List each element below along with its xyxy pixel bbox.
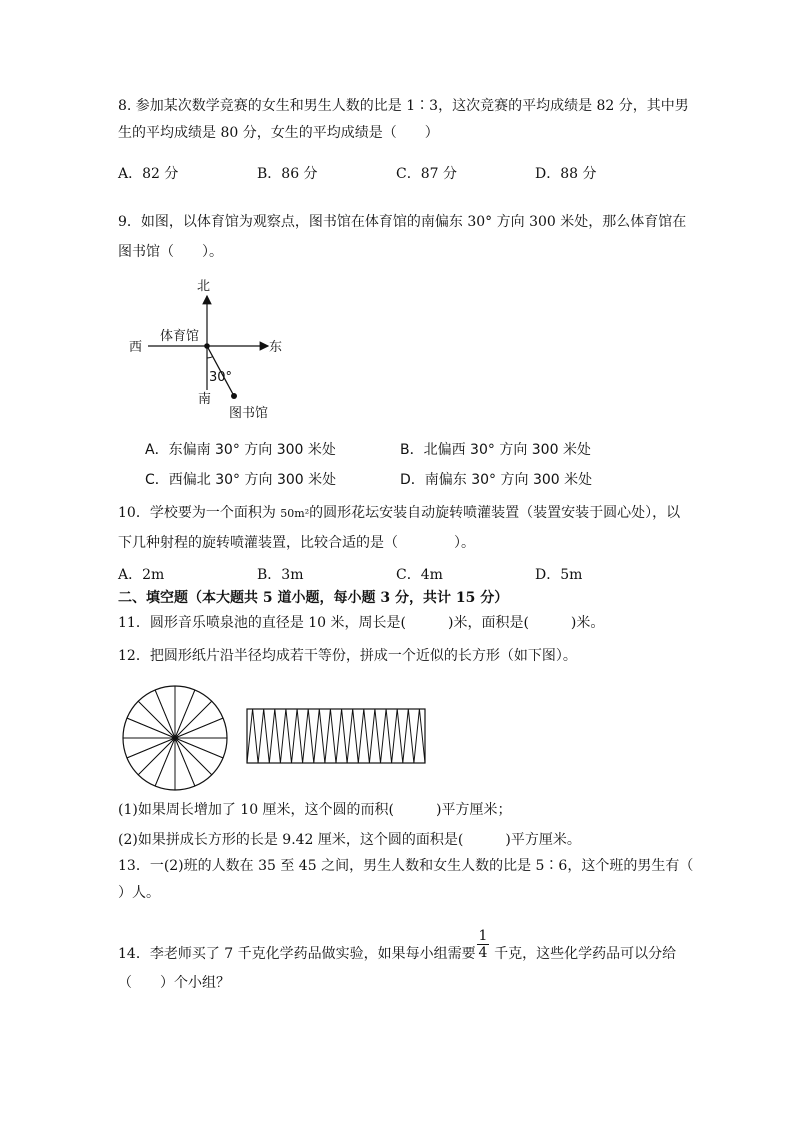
q14-line1-end: 千克，这些化学药品可以分给 xyxy=(494,946,677,962)
q10-line1-end: 的圆形花坛安装自动旋转喷灌装置（装置安装于圆心处），以 xyxy=(309,505,681,521)
q14-frac-num: 1 xyxy=(478,928,488,944)
q8-option-b: B．86 分 xyxy=(257,166,318,182)
section-title: 二、填空题（本大题共 5 道小题，每小题 3 分，共计 15 分） xyxy=(118,590,509,606)
q10-line1-start: 10．学校要为一个面积为 xyxy=(118,505,281,521)
q10-line2: 下几种射程的旋转喷灌装置，比较合适的是（ ）。 xyxy=(118,535,475,551)
q14-frac-den: 4 xyxy=(478,945,488,961)
circle-sectors-figure xyxy=(120,683,230,793)
q9-option-a: A．东偏南 30° 方向 300 米处 xyxy=(145,442,336,458)
direction-diagram xyxy=(120,272,300,424)
angle-label: 30° xyxy=(209,370,233,385)
east-label: 东 xyxy=(269,340,283,355)
q8-line1: 8. 参加某次数学竞赛的女生和男生人数的比是 1∶3，这次竞赛的平均成绩是 82 分，其中男 xyxy=(118,98,689,114)
q8-option-c: C．87 分 xyxy=(396,166,457,182)
q9-option-b: B．北偏西 30° 方向 300 米处 xyxy=(400,442,591,458)
q9-option-d: D．南偏东 30° 方向 300 米处 xyxy=(400,472,593,488)
south-label: 南 xyxy=(198,392,212,407)
q12-sub2: (2)如果拼成长方形的长是 9.42 厘米，这个圆的面积是( )平方厘米。 xyxy=(118,832,581,848)
q14-line1-start: 14．李老师买了 7 千克化学药品做实验，如果每小组需要 xyxy=(118,946,481,962)
q9-option-c: C．西偏北 30° 方向 300 米处 xyxy=(145,472,337,488)
q13-line1: 13．一(2)班的人数在 35 至 45 之间，男生人数和女生人数的比是 5∶6，这个班的男生有（ xyxy=(118,858,694,874)
q14-line2: （ ）个小组？ xyxy=(118,975,230,991)
q8-option-a: A．82 分 xyxy=(118,166,179,182)
library-label: 图书馆 xyxy=(229,406,269,421)
q13-line2: ）人。 xyxy=(118,885,160,901)
q10-option-b: B．3m xyxy=(257,567,304,583)
angle-arc xyxy=(207,357,213,359)
q9-line1: 9．如图，以体育馆为观察点，图书馆在体育馆的南偏东 30° 方向 300 米处，那么体育馆在 xyxy=(118,214,687,230)
q12-sub1: (1)如果周长增加了 10 厘米，这个圆的而积( )平方厘米； xyxy=(118,802,512,818)
q10-option-d: D．5m xyxy=(535,567,583,583)
rectangle-figure xyxy=(246,707,428,767)
q8-line2: 生的平均成绩是 80 分，女生的平均成绩是（ ） xyxy=(118,125,439,141)
q10-area: 50m² xyxy=(280,507,310,520)
q10-option-a: A．2m xyxy=(118,567,165,583)
q11-text: 11．圆形音乐喷泉池的直径是 10 米，周长是( )米，面积是( )米。 xyxy=(118,615,605,631)
q10-line1 xyxy=(118,505,680,522)
q14-line1 xyxy=(118,946,676,963)
q12-text: 12．把圆形纸片沿半径均成若干等份，拼成一个近似的长方形（如下图）。 xyxy=(118,648,577,664)
q10-option-c: C．4m xyxy=(396,567,443,583)
q8-option-d: D．88 分 xyxy=(535,166,597,182)
north-label: 北 xyxy=(197,279,211,294)
library-point xyxy=(231,393,237,399)
origin-label: 体育馆 xyxy=(160,329,200,344)
q14-fraction xyxy=(477,928,489,961)
q9-line2: 图书馆（ ）。 xyxy=(118,244,223,260)
west-label: 西 xyxy=(129,340,143,355)
